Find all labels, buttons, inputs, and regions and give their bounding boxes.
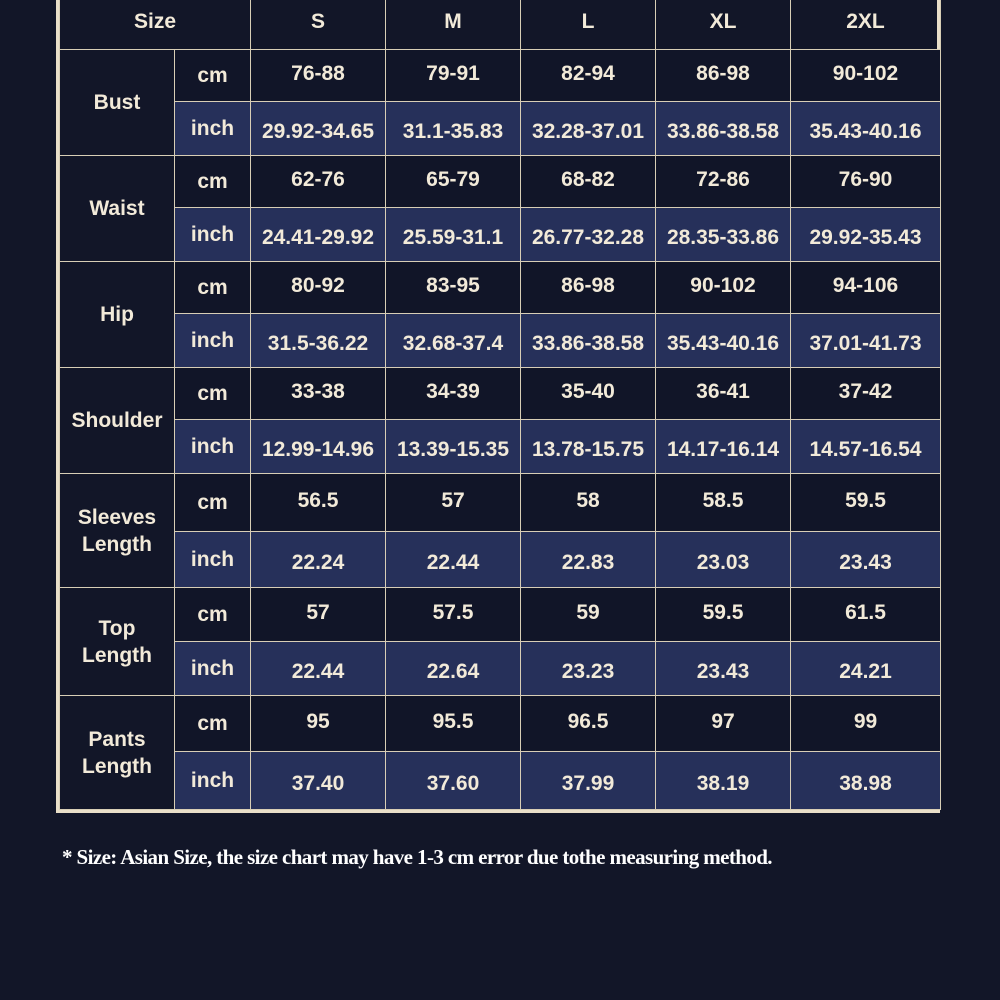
cell-inch: 13.39-15.35 xyxy=(386,420,521,474)
unit-label-inch: inch xyxy=(175,752,251,810)
unit-label-cm: cm xyxy=(175,588,251,642)
cell-cm: 56.5 xyxy=(251,474,386,532)
row-label-top-length: Top Length xyxy=(60,588,175,696)
cell-cm: 80-92 xyxy=(251,262,386,314)
cell-cm: 96.5 xyxy=(521,696,656,752)
row-label-hip: Hip xyxy=(60,262,175,368)
cell-cm: 95.5 xyxy=(386,696,521,752)
unit-label-inch: inch xyxy=(175,642,251,696)
cell-cm: 99 xyxy=(791,696,941,752)
row-label-bust: Bust xyxy=(60,50,175,156)
cell-inch: 37.99 xyxy=(521,752,656,810)
table-row xyxy=(60,208,941,262)
table-row xyxy=(60,474,941,532)
row-label-pants-length: Pants Length xyxy=(60,696,175,810)
cell-inch: 22.24 xyxy=(251,532,386,588)
size-header-m: M xyxy=(386,0,521,50)
cell-cm: 95 xyxy=(251,696,386,752)
table-row xyxy=(60,588,941,642)
cell-cm: 57 xyxy=(386,474,521,532)
cell-inch: 22.83 xyxy=(521,532,656,588)
cell-cm: 59.5 xyxy=(791,474,941,532)
cell-cm: 59 xyxy=(521,588,656,642)
table-row xyxy=(60,314,941,368)
cell-cm: 76-90 xyxy=(791,156,941,208)
cell-inch: 14.57-16.54 xyxy=(791,420,941,474)
size-table xyxy=(59,0,941,810)
table-row xyxy=(60,696,941,752)
table-row xyxy=(60,156,941,208)
cell-inch: 23.23 xyxy=(521,642,656,696)
cell-inch: 24.41-29.92 xyxy=(251,208,386,262)
cell-inch: 32.28-37.01 xyxy=(521,102,656,156)
cell-cm: 68-82 xyxy=(521,156,656,208)
size-chart xyxy=(56,0,940,813)
table-body xyxy=(60,50,941,810)
cell-cm: 79-91 xyxy=(386,50,521,102)
header-row xyxy=(60,0,941,50)
cell-cm: 94-106 xyxy=(791,262,941,314)
unit-label-inch: inch xyxy=(175,314,251,368)
table-row xyxy=(60,420,941,474)
cell-cm: 65-79 xyxy=(386,156,521,208)
cell-inch: 22.44 xyxy=(251,642,386,696)
table-row xyxy=(60,642,941,696)
cell-cm: 72-86 xyxy=(656,156,791,208)
unit-label-cm: cm xyxy=(175,368,251,420)
unit-label-cm: cm xyxy=(175,696,251,752)
cell-inch: 22.44 xyxy=(386,532,521,588)
cell-inch: 29.92-34.65 xyxy=(251,102,386,156)
row-label-waist: Waist xyxy=(60,156,175,262)
size-header-s: S xyxy=(251,0,386,50)
cell-cm: 90-102 xyxy=(656,262,791,314)
cell-inch: 31.5-36.22 xyxy=(251,314,386,368)
cell-inch: 23.43 xyxy=(791,532,941,588)
cell-inch: 38.98 xyxy=(791,752,941,810)
cell-cm: 58.5 xyxy=(656,474,791,532)
cell-inch: 37.01-41.73 xyxy=(791,314,941,368)
cell-cm: 36-41 xyxy=(656,368,791,420)
cell-cm: 33-38 xyxy=(251,368,386,420)
cell-inch: 35.43-40.16 xyxy=(656,314,791,368)
cell-cm: 82-94 xyxy=(521,50,656,102)
cell-cm: 57.5 xyxy=(386,588,521,642)
cell-cm: 34-39 xyxy=(386,368,521,420)
cell-cm: 76-88 xyxy=(251,50,386,102)
size-header-xl: XL xyxy=(656,0,791,50)
cell-inch: 23.03 xyxy=(656,532,791,588)
cell-inch: 38.19 xyxy=(656,752,791,810)
unit-label-cm: cm xyxy=(175,156,251,208)
cell-inch: 33.86-38.58 xyxy=(521,314,656,368)
cell-inch: 13.78-15.75 xyxy=(521,420,656,474)
unit-label-inch: inch xyxy=(175,102,251,156)
cell-cm: 57 xyxy=(251,588,386,642)
cell-cm: 90-102 xyxy=(791,50,941,102)
table-row xyxy=(60,50,941,102)
unit-label-inch: inch xyxy=(175,208,251,262)
corner-header: Size xyxy=(60,0,251,50)
table-row xyxy=(60,102,941,156)
unit-label-cm: cm xyxy=(175,50,251,102)
size-note: * Size: Asian Size, the size chart may have 1-3 cm error due tothe measuring method. xyxy=(62,845,772,869)
unit-label-cm: cm xyxy=(175,262,251,314)
cell-inch: 29.92-35.43 xyxy=(791,208,941,262)
cell-inch: 23.43 xyxy=(656,642,791,696)
size-header-2xl: 2XL xyxy=(791,0,941,50)
cell-inch: 37.40 xyxy=(251,752,386,810)
table-row xyxy=(60,368,941,420)
cell-inch: 35.43-40.16 xyxy=(791,102,941,156)
row-label-shoulder: Shoulder xyxy=(60,368,175,474)
cell-cm: 37-42 xyxy=(791,368,941,420)
cell-cm: 61.5 xyxy=(791,588,941,642)
cell-inch: 33.86-38.58 xyxy=(656,102,791,156)
unit-label-inch: inch xyxy=(175,532,251,588)
cell-inch: 28.35-33.86 xyxy=(656,208,791,262)
cell-inch: 32.68-37.4 xyxy=(386,314,521,368)
cell-inch: 37.60 xyxy=(386,752,521,810)
cell-cm: 58 xyxy=(521,474,656,532)
table-row xyxy=(60,262,941,314)
unit-label-inch: inch xyxy=(175,420,251,474)
cell-inch: 25.59-31.1 xyxy=(386,208,521,262)
cell-cm: 35-40 xyxy=(521,368,656,420)
cell-cm: 62-76 xyxy=(251,156,386,208)
cell-cm: 97 xyxy=(656,696,791,752)
row-label-sleeves-length: Sleeves Length xyxy=(60,474,175,588)
table-row xyxy=(60,752,941,810)
cell-cm: 86-98 xyxy=(656,50,791,102)
cell-inch: 22.64 xyxy=(386,642,521,696)
cell-inch: 12.99-14.96 xyxy=(251,420,386,474)
cell-inch: 24.21 xyxy=(791,642,941,696)
unit-label-cm: cm xyxy=(175,474,251,532)
cell-cm: 86-98 xyxy=(521,262,656,314)
cell-cm: 83-95 xyxy=(386,262,521,314)
cell-cm: 59.5 xyxy=(656,588,791,642)
cell-inch: 31.1-35.83 xyxy=(386,102,521,156)
cell-inch: 14.17-16.14 xyxy=(656,420,791,474)
cell-inch: 26.77-32.28 xyxy=(521,208,656,262)
size-header-l: L xyxy=(521,0,656,50)
table-row xyxy=(60,532,941,588)
